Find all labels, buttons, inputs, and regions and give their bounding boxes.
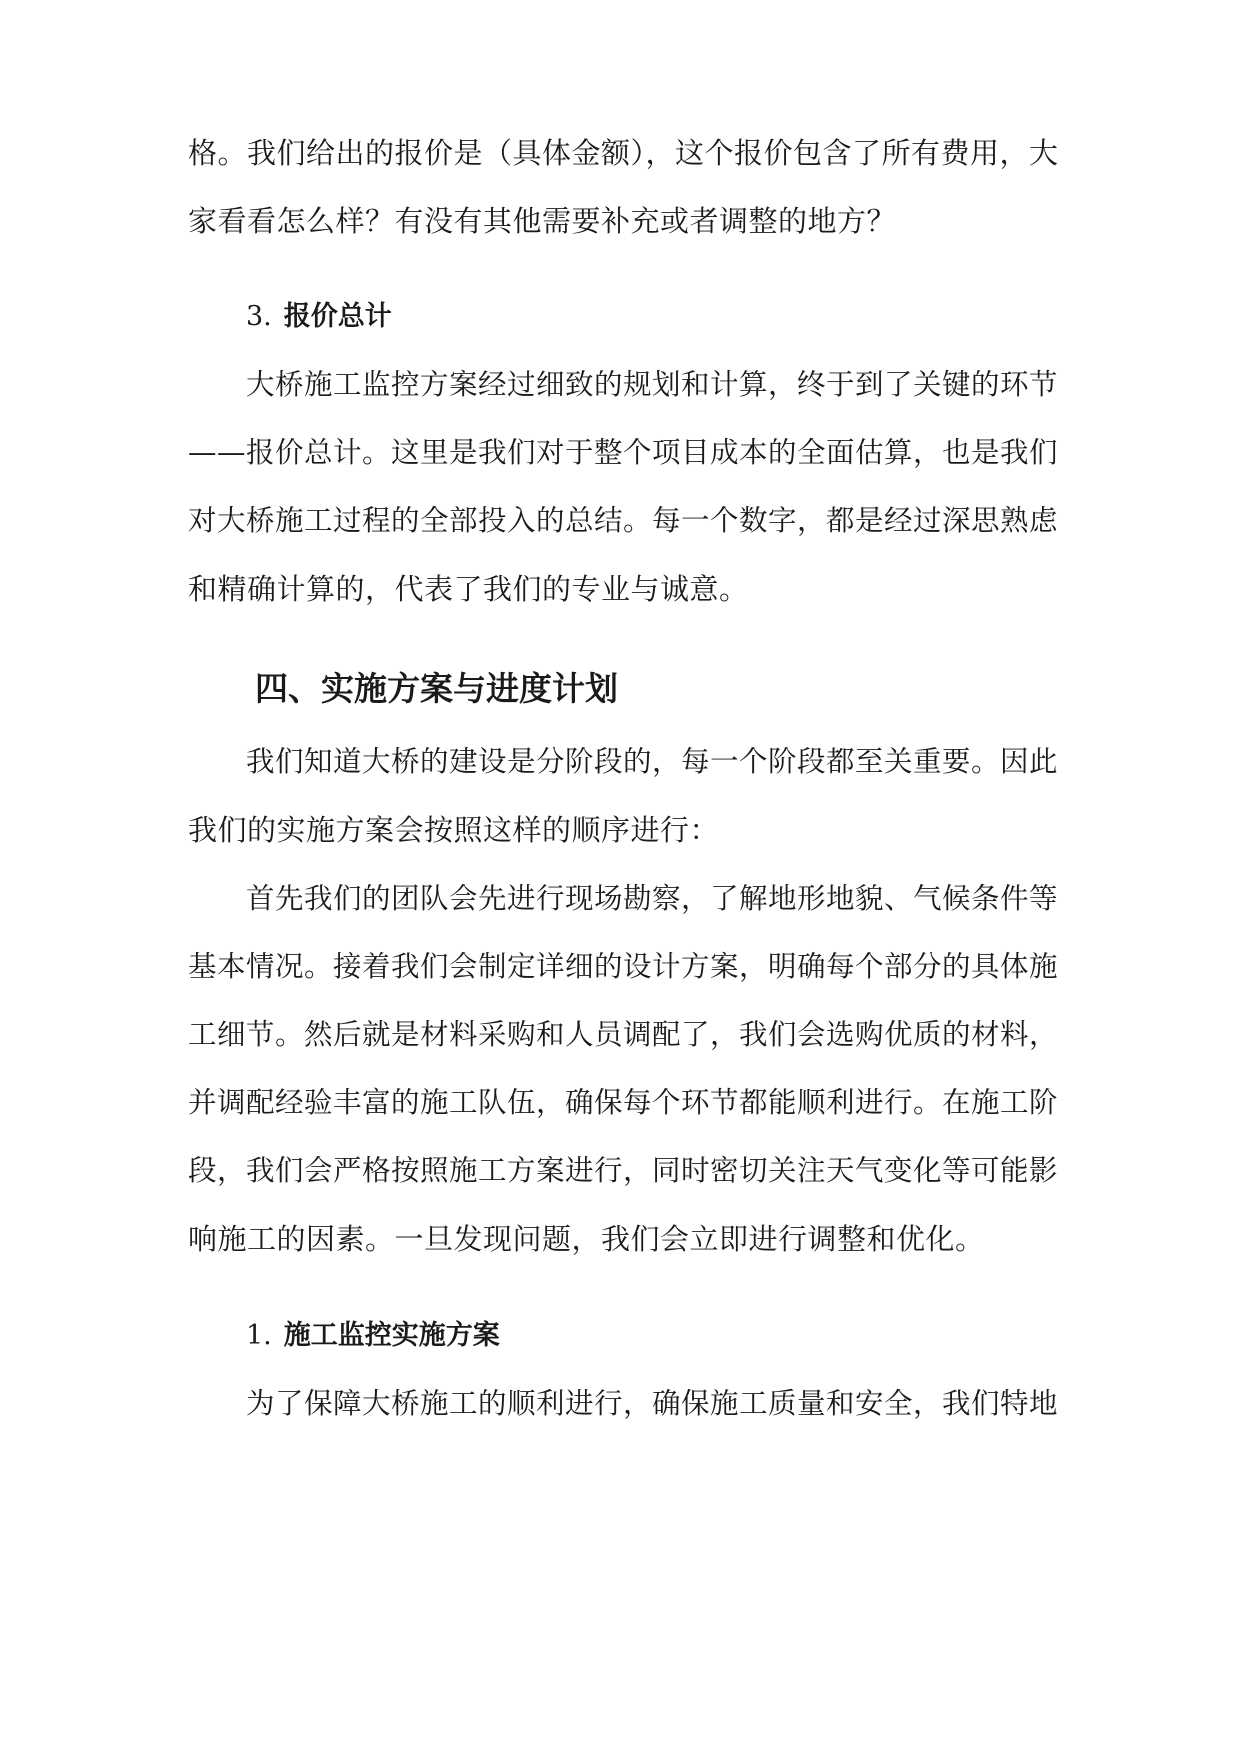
section-heading-3: [246, 297, 392, 337]
paragraph-line: 工细节。然后就是材料采购和人员调配了，我们会选购优质的材料，: [188, 1018, 1059, 1051]
section-title: 施工监控实施方案: [283, 1320, 500, 1351]
paragraph-line: 格。我们给出的报价是（具体金额），这个报价包含了所有费用，大: [188, 136, 1059, 170]
paragraph-line: 和精确计算的，代表了我们的专业与诚意。: [188, 572, 749, 606]
section-title: 报价总计: [283, 301, 392, 332]
section-heading-1: [246, 1316, 500, 1356]
paragraph-line: 基本情况。接着我们会制定详细的设计方案，明确每个部分的具体施: [188, 950, 1059, 983]
paragraph-line: 我们的实施方案会按照这样的顺序进行：: [188, 813, 720, 847]
paragraph-line: 首先我们的团队会先进行现场勘察，了解地形地貌、气候条件等: [246, 882, 1059, 915]
paragraph-line: ——报价总计。这里是我们对于整个项目成本的全面估算，也是我们: [188, 436, 1059, 469]
paragraph-line: 为了保障大桥施工的顺利进行，确保施工质量和安全，我们特地: [246, 1387, 1059, 1420]
paragraph-line: 家看看怎么样？有没有其他需要补充或者调整的地方？: [188, 204, 897, 238]
paragraph-line: 并调配经验丰富的施工队伍，确保每个环节都能顺利进行。在施工阶: [188, 1086, 1059, 1119]
paragraph-line: 对大桥施工过程的全部投入的总结。每一个数字，都是经过深思熟虑: [188, 504, 1059, 537]
section-number: 1.: [246, 1320, 272, 1351]
chapter-heading: 四、实施方案与进度计划: [255, 669, 618, 708]
paragraph-line: 响施工的因素。一旦发现问题，我们会立即进行调整和优化。: [188, 1222, 985, 1256]
paragraph-line: 段，我们会严格按照施工方案进行，同时密切关注天气变化等可能影: [188, 1154, 1059, 1187]
paragraph-line: 我们知道大桥的建设是分阶段的，每一个阶段都至关重要。因此: [246, 745, 1059, 778]
paragraph-line: 大桥施工监控方案经过细致的规划和计算，终于到了关键的环节: [246, 368, 1059, 401]
section-number: 3.: [246, 301, 272, 332]
